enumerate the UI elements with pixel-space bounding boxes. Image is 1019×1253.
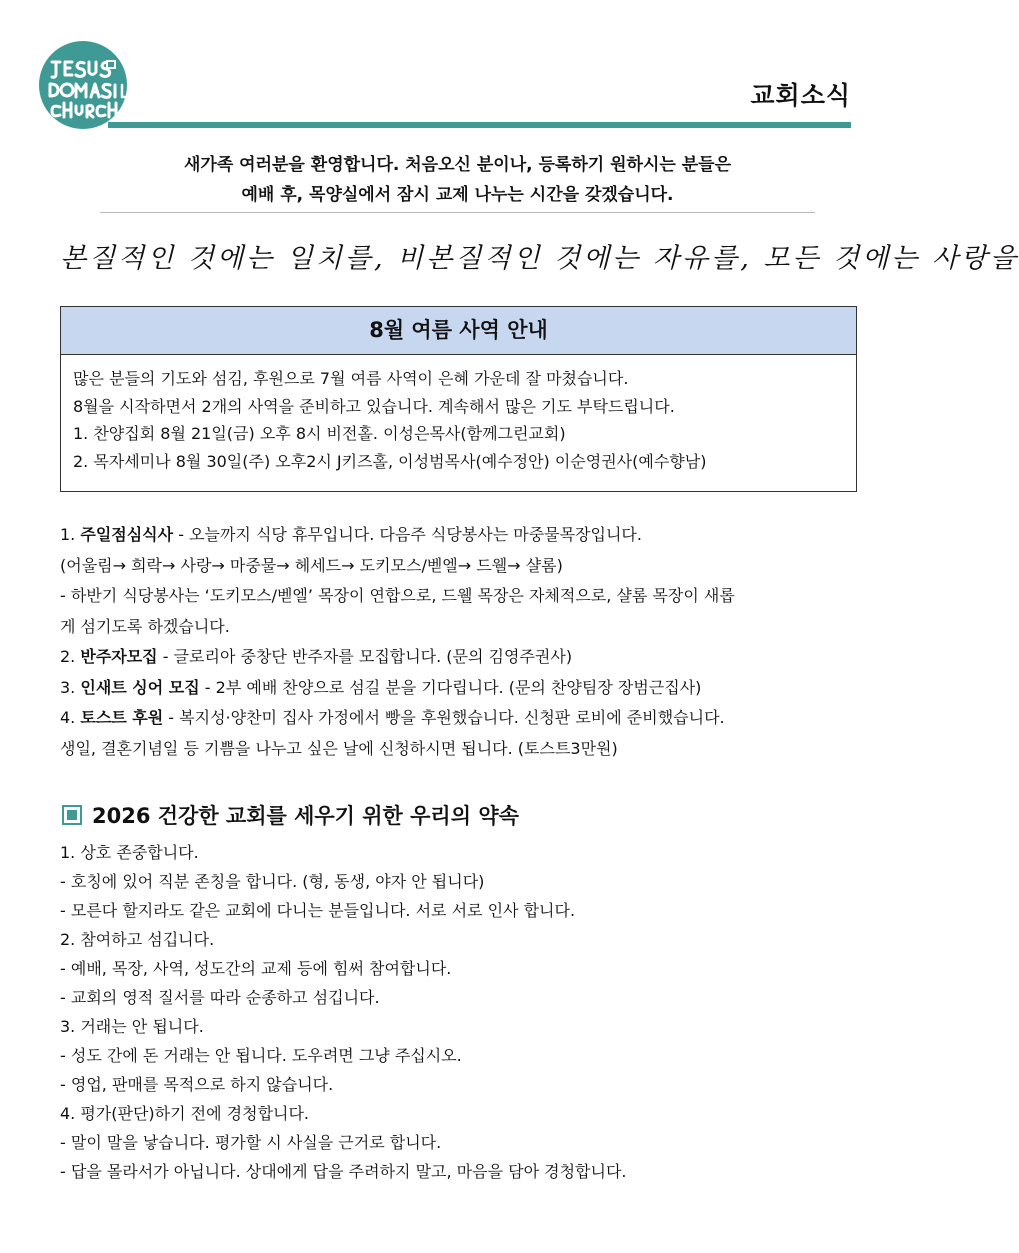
notice-title: 주일점심식사 xyxy=(80,525,174,544)
notice-item xyxy=(60,642,860,673)
summer-ministry-line: 8월을 시작하면서 2개의 사역을 준비하고 있습니다. 계속해서 많은 기도 부탁드립니다. xyxy=(73,396,675,416)
promise-list xyxy=(60,838,860,1186)
promise-line: 2. 참여하고 섬깁니다. xyxy=(60,930,215,949)
promise-line: - 예배, 목장, 사역, 성도간의 교제 등에 힘써 참여합니다. xyxy=(60,959,452,978)
notice-item xyxy=(60,673,860,704)
welcome-line: 예배 후, 목양실에서 잠시 교제 나누는 시간을 갖겠습니다. xyxy=(241,185,674,205)
promise-line: 3. 거래는 안 됩니다. xyxy=(60,1017,204,1036)
promise-line: - 영업, 판매를 목적으로 하지 않습니다. xyxy=(60,1075,334,1094)
church-logo xyxy=(38,40,128,130)
summer-ministry-line: 많은 분들의 기도와 섬김, 후원으로 7월 여름 사역이 은혜 가운데 잘 마쳤습니다. xyxy=(73,369,629,388)
notice-text: - 글로리아 중창단 반주자를 모집합니다. (문의 김영주권사) xyxy=(157,647,573,666)
page-title: 교회소식 xyxy=(750,81,851,110)
notice-title: 반주자모집 xyxy=(80,647,158,666)
promise-line: - 답을 몰라서가 아닙니다. 상대에게 답을 주려하지 말고, 마음을 담아 경청합니다. xyxy=(60,1162,627,1181)
header-divider xyxy=(108,122,851,128)
summer-ministry-line: 2. 목자세미나 8월 30일(주) 오후2시 J키즈홀, 이성범목사(예수정안) 이순영권사(예수향남) xyxy=(73,451,707,471)
promise-line: - 교회의 영적 질서를 따라 순종하고 섬깁니다. xyxy=(60,988,380,1007)
promise-title-text: 2026 건강한 교회를 세우기 위한 우리의 약속 xyxy=(92,804,519,828)
notice-number: 3. xyxy=(60,677,76,697)
notice-text: (어울림→ 희락→ 사랑→ 마중물→ 헤세드→ 도키모스/벧엘→ 드웰→ 샬롬) xyxy=(60,555,563,575)
notice-title: 토스트 후원 xyxy=(80,708,164,727)
notice-text: - 하반기 식당봉사는 ‘도키모스/벧엘’ 목장이 연합으로, 드웰 목장은 자체적으로, 샬롬 목장이 새롭 xyxy=(60,586,735,605)
promise-line: - 말이 말을 낳습니다. 평가할 시 사실을 근거로 합니다. xyxy=(60,1133,442,1152)
promise-line: 4. 평가(판단)하기 전에 경청합니다. xyxy=(60,1104,310,1123)
welcome-message xyxy=(100,150,815,210)
notice-text: 게 섬기도록 하겠습니다. xyxy=(60,616,230,636)
notice-text: - 복지성·양찬미 집사 가정에서 빵을 후원했습니다. 신청판 로비에 준비했습니다. xyxy=(163,708,725,727)
church-motto: 본질적인 것에는 일치를, 비본질적인 것에는 자유를, 모든 것에는 사랑을 xyxy=(60,243,1019,274)
square-bullet-icon xyxy=(62,805,82,825)
notice-item xyxy=(60,520,860,551)
promise-line: - 호칭에 있어 직분 존칭을 합니다. (형, 동생, 야자 안 됩니다) xyxy=(60,872,485,891)
notice-item xyxy=(60,703,860,734)
notices-section xyxy=(60,520,860,764)
promise-line: - 모른다 할지라도 같은 교회에 다니는 분들입니다. 서로 서로 인사 합니다. xyxy=(60,901,576,920)
notice-text: 생일, 결혼기념일 등 기쁨을 나누고 싶은 날에 신청하시면 됩니다. (토스트3만원) xyxy=(60,738,618,758)
promise-title xyxy=(62,800,519,830)
promise-line: 1. 상호 존중합니다. xyxy=(60,843,199,862)
notice-text: - 2부 예배 찬양으로 섬길 분을 기다립니다. (문의 찬양팀장 장범근집사) xyxy=(199,677,702,697)
notice-number: 4. xyxy=(60,708,76,727)
promise-line: - 성도 간에 돈 거래는 안 됩니다. 도우려면 그냥 주십시오. xyxy=(60,1046,462,1065)
notice-title: 인새트 싱어 모집 xyxy=(80,677,200,697)
notice-number: 2. xyxy=(60,647,76,666)
notice-text: - 오늘까지 식당 휴무입니다. 다음주 식당봉사는 마중물목장입니다. xyxy=(173,525,642,544)
welcome-divider xyxy=(100,212,815,213)
summer-ministry-title: 8월 여름 사역 안내 xyxy=(61,307,856,355)
summer-ministry-line: 1. 찬양집회 8월 21일(금) 오후 8시 비전홀. 이성은목사(함께그린교회) xyxy=(73,424,566,443)
summer-ministry-body xyxy=(61,355,856,475)
notice-number: 1. xyxy=(60,525,76,544)
summer-ministry-box xyxy=(60,306,857,492)
welcome-line: 새가족 여러분을 환영합니다. 처음오신 분이나, 등록하기 원하시는 분들은 xyxy=(183,155,731,175)
